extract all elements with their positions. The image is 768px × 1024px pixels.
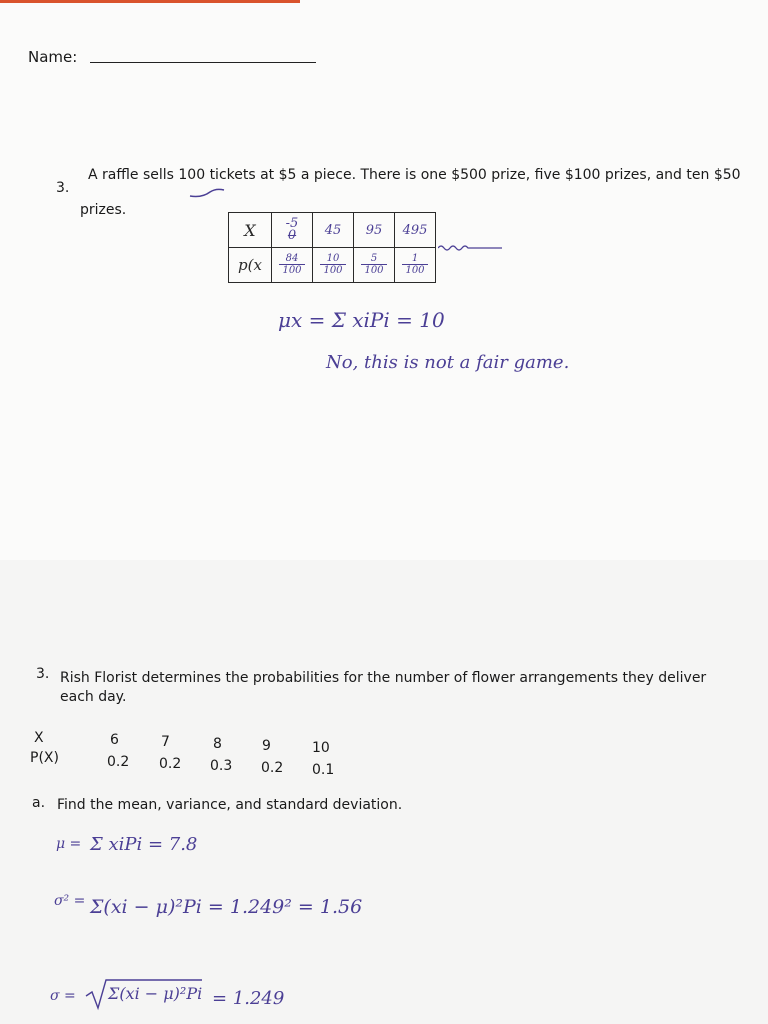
underline-mark <box>188 186 228 200</box>
p-numerator: 5 <box>361 253 386 265</box>
mean-label: μ = <box>56 836 82 852</box>
variance-work: Σ(xi − μ)²Pi = 1.249² = 1.56 <box>90 896 363 918</box>
problem2-text-line1: Rish Florist determines the probabilities for the number of flower arrangements they deliver <box>60 670 707 686</box>
p-value-cell <box>395 248 436 283</box>
name-blank-line <box>90 62 316 63</box>
p-value: 0.2 <box>107 754 130 770</box>
table-row-x <box>229 213 436 248</box>
x-value: 9 <box>262 738 271 754</box>
x-value: 10 <box>312 740 330 756</box>
p-denominator: 100 <box>364 265 384 276</box>
p-value-cell <box>272 248 313 283</box>
p-denominator: 100 <box>405 265 425 276</box>
x-value: 7 <box>161 734 170 750</box>
p-value-cell <box>354 248 395 283</box>
problem2-number: 3. <box>36 666 50 682</box>
row-p-label: p(x <box>229 248 272 283</box>
p-denominator: 100 <box>323 265 343 276</box>
x-value: 8 <box>213 736 222 752</box>
page-lower-section <box>0 560 768 1024</box>
x-value-cell: 45 <box>313 213 354 248</box>
row-x-label: X <box>229 213 272 248</box>
sd-result: = 1.249 <box>212 988 285 1009</box>
p-numerator: 1 <box>402 253 427 265</box>
sd-radicand: Σ(xi − μ)²Pi <box>108 984 203 1003</box>
p-value: 0.3 <box>210 758 233 774</box>
p-value-cell <box>313 248 354 283</box>
x-value: 6 <box>110 732 119 748</box>
part-a-letter: a. <box>32 795 46 811</box>
p-numerator: 10 <box>320 253 345 265</box>
part-a-instruction: Find the mean, variance, and standard deviation. <box>57 797 403 813</box>
p-numerator: 84 <box>279 253 304 265</box>
x-value-cell: 95 <box>354 213 395 248</box>
x-value-cell <box>272 213 313 248</box>
x-value-cell: 495 <box>395 213 436 248</box>
problem1-number: 3. <box>56 180 70 196</box>
mean-work-line: μx = Σ xiPi = 10 <box>278 308 445 332</box>
x-value-overwritten: 0 <box>287 228 297 243</box>
p-value: 0.2 <box>159 756 182 772</box>
p-denominator: 100 <box>282 265 302 276</box>
name-label: Name: <box>28 48 78 66</box>
sd-label: σ = <box>50 988 76 1004</box>
problem1-text-line1: A raffle sells 100 tickets at $5 a piece. There is one $500 prize, five $100 prizes, and ten $50 <box>88 167 741 183</box>
variance-label: σ² = <box>54 893 86 909</box>
raffle-probability-table <box>228 212 436 283</box>
x-row-label: X <box>34 730 44 746</box>
p-value: 0.2 <box>261 760 284 776</box>
x-value-corrected: -5 <box>285 216 299 231</box>
problem2-text-line2: each day. <box>60 689 127 705</box>
top-accent-rule <box>0 0 300 3</box>
fair-game-conclusion: No, this is not a fair game. <box>326 352 570 373</box>
p-value: 0.1 <box>312 762 335 778</box>
problem1-text-line2: prizes. <box>80 202 127 218</box>
pen-squiggle <box>438 244 502 252</box>
table-row-p <box>229 248 436 283</box>
mean-work: Σ xiPi = 7.8 <box>90 834 198 855</box>
p-row-label: P(X) <box>30 750 59 766</box>
